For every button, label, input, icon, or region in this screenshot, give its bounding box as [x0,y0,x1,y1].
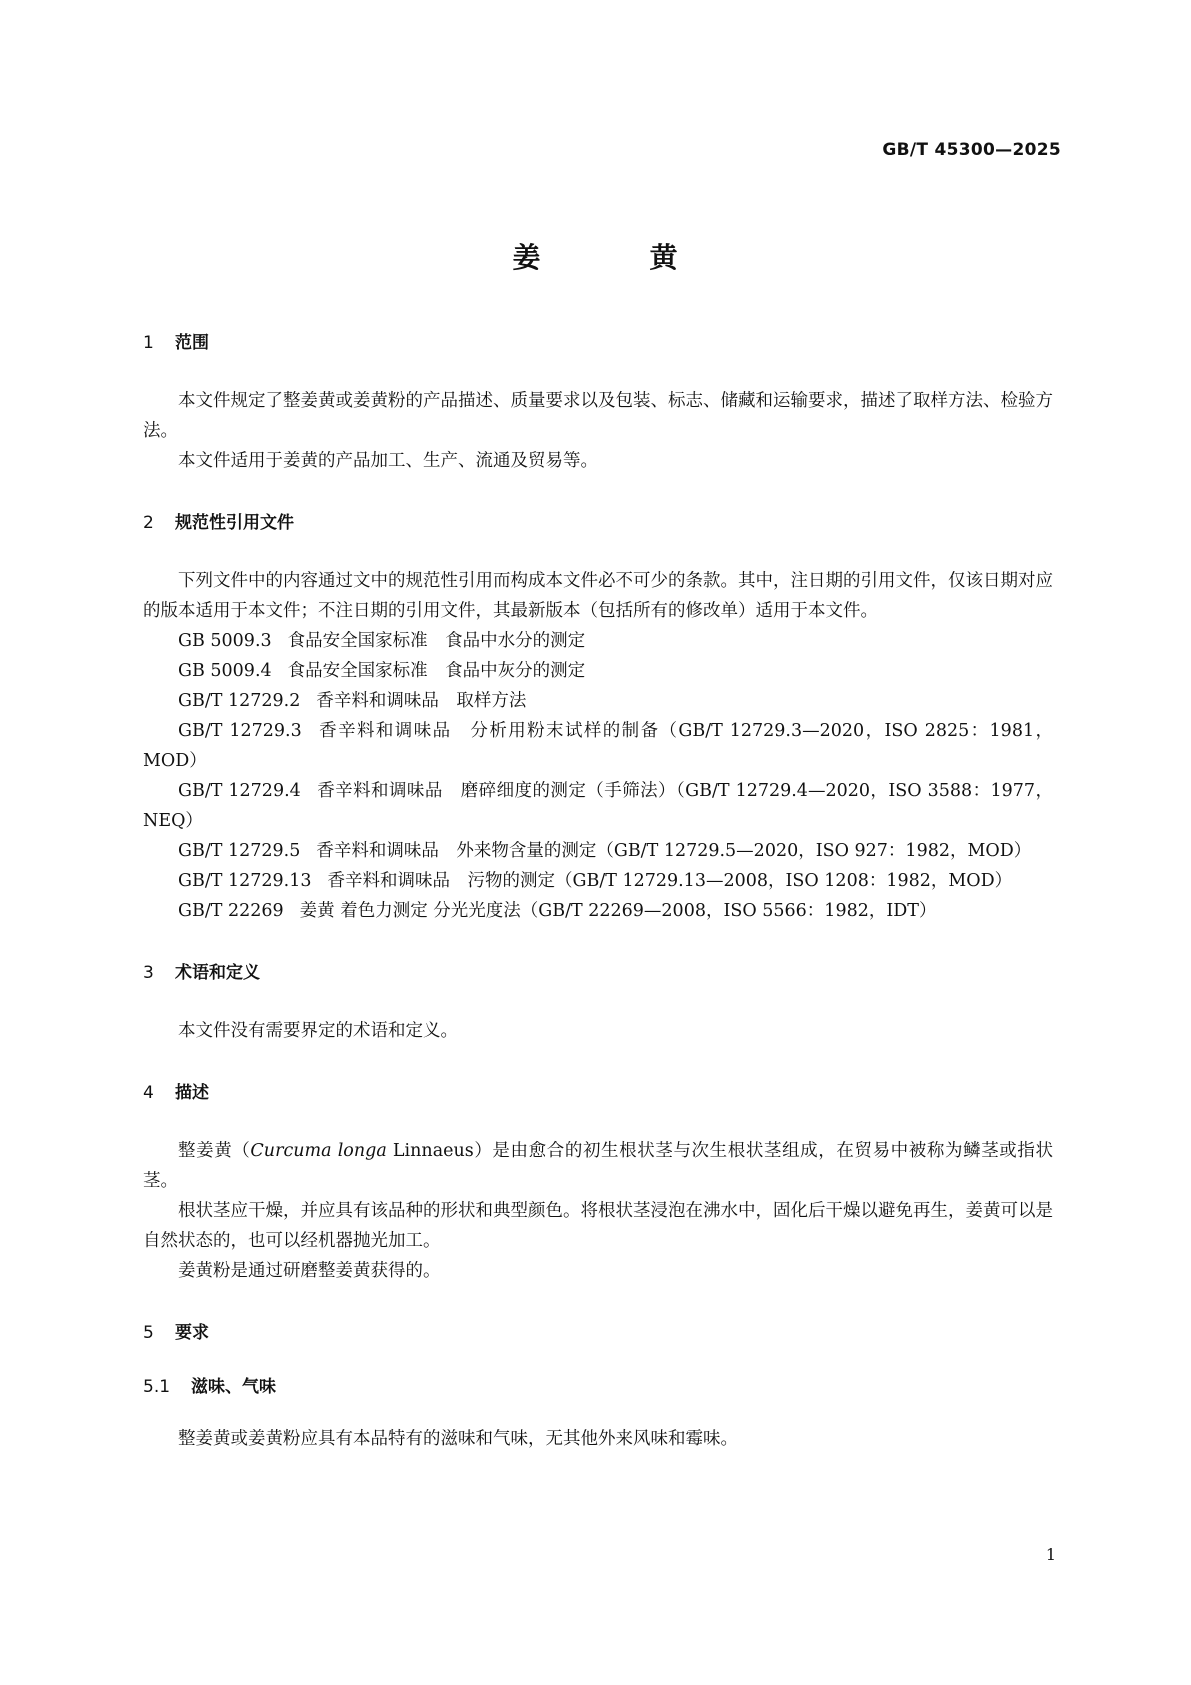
reference-text: 姜黄 着色力测定 分光光度法（GB/T 22269—2008，ISO 5566：1982，IDT） [299,901,937,921]
subsection-title: 滋味、气味 [191,1377,276,1397]
paragraph: 根状茎应干燥，并应具有该品种的形状和典型颜色。将根状茎浸泡在沸水中，固化后干燥以避免再生，姜黄可以是自然状态的，也可以经机器抛光加工。 [143,1201,1053,1251]
section-number: 4 [143,1083,154,1103]
subsection-5-1-heading [143,1372,1053,1402]
section-4-heading [143,1078,1053,1108]
reference-code: GB 5009.4 [178,661,272,681]
section-1-heading [143,328,1053,358]
document-title [0,236,1191,276]
standard-code: GB/T 45300—2025 [882,140,1061,160]
text-run: 整姜黄（ [178,1141,251,1161]
title-char-2: 黄 [649,241,679,274]
subsection-number: 5.1 [143,1377,171,1397]
section-5-heading [143,1318,1053,1348]
reference-code: GB 5009.3 [178,631,272,651]
reference-item [143,896,1053,926]
text-run: Linnaeus）是由愈合的初生根状茎与次生根状茎组成，在贸易中被称为鳞茎或指状茎。 [143,1141,1054,1191]
section-title: 范围 [175,333,209,353]
section-title: 术语和定义 [175,963,260,983]
section-2-heading [143,508,1053,538]
reference-code: GB/T 12729.4 [178,781,301,801]
reference-text: 香辛料和调味品 磨碎细度的测定（手筛法）（GB/T 12729.4—2020，ISO 3588：1977，NEQ） [143,781,1053,831]
reference-text: 香辛料和调味品 分析用粉末试样的制备（GB/T 12729.3—2020，ISO 2825：1981，MOD） [143,721,1053,771]
section-title: 规范性引用文件 [175,513,294,533]
paragraph: 下列文件中的内容通过文中的规范性引用而构成本文件必不可少的条款。其中，注日期的引用文件，仅该日期对应的版本适用于本文件；不注日期的引用文件，其最新版本（包括所有的修改单）适用于本文件。 [143,571,1053,621]
reference-text: 食品安全国家标准 食品中水分的测定 [287,631,586,651]
reference-item [143,626,1053,656]
page-number: 1 [1045,1545,1056,1564]
section-3-heading [143,958,1053,988]
title-char-1: 姜 [512,241,542,274]
section-title: 描述 [175,1083,209,1103]
reference-code: GB/T 12729.13 [178,871,312,891]
reference-code: GB/T 22269 [178,901,284,921]
document-body [143,328,1053,1454]
reference-item [143,686,1053,716]
paragraph: 本文件规定了整姜黄或姜黄粉的产品描述、质量要求以及包装、标志、储藏和运输要求，描述了取样方法、检验方法。 [143,391,1053,441]
reference-item [143,866,1053,896]
paragraph: 本文件没有需要界定的术语和定义。 [178,1021,458,1041]
paragraph [143,1136,1053,1196]
paragraph: 姜黄粉是通过研磨整姜黄获得的。 [178,1261,441,1281]
reference-item [143,776,1053,836]
section-number: 2 [143,513,154,533]
reference-text: 香辛料和调味品 取样方法 [316,691,527,711]
reference-item [143,836,1053,866]
section-number: 1 [143,333,154,353]
paragraph: 整姜黄或姜黄粉应具有本品特有的滋味和气味，无其他外来风味和霉味。 [178,1429,738,1449]
latin-name: Curcuma longa [250,1141,387,1161]
reference-item [143,716,1053,776]
reference-text: 香辛料和调味品 外来物含量的测定（GB/T 12729.5—2020，ISO 927：1982，MOD） [316,841,1032,861]
reference-code: GB/T 12729.5 [178,841,301,861]
reference-item [143,656,1053,686]
reference-code: GB/T 12729.3 [178,721,302,741]
reference-code: GB/T 12729.2 [178,691,301,711]
section-title: 要求 [175,1323,209,1343]
section-number: 5 [143,1323,154,1343]
reference-text: 食品安全国家标准 食品中灰分的测定 [287,661,586,681]
reference-text: 香辛料和调味品 污物的测定（GB/T 12729.13—2008，ISO 1208：1982，MOD） [327,871,1013,891]
paragraph: 本文件适用于姜黄的产品加工、生产、流通及贸易等。 [178,451,598,471]
section-number: 3 [143,963,154,983]
